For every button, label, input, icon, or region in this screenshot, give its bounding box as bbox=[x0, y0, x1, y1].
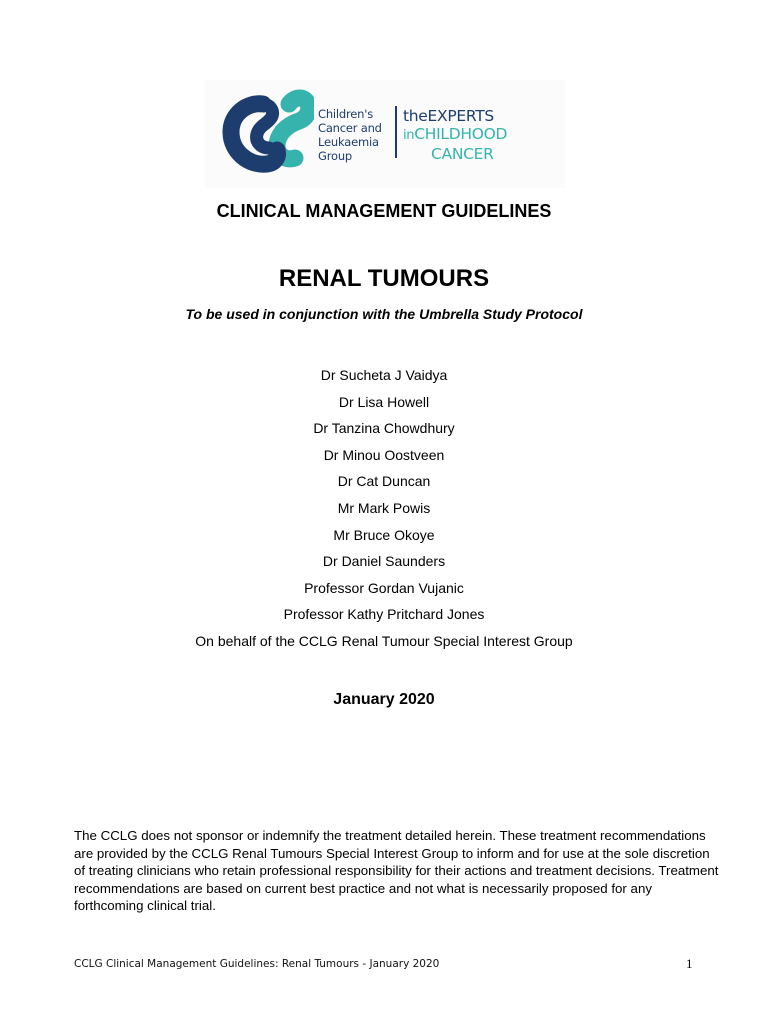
tagline-childhood: CHILDHOOD bbox=[414, 125, 508, 143]
author-item: On behalf of the CCLG Renal Tumour Special Interest Group bbox=[195, 632, 573, 649]
author-item: Mr Mark Powis bbox=[337, 499, 431, 516]
tagline-in: in bbox=[403, 128, 415, 143]
disclaimer-text: The CCLG does not sponsor or indemnify the treatment detailed herein. These treatment recommendations are provided by the CCLG Renal Tumours Special Interest Group to inform and for use at the sole discretion of treating clinicians who retain professional responsibility for their actions and treatment decisions. Treatment recommendations are based on current best practice and not what is necessarily proposed for any forthcoming clinical trial. bbox=[74, 828, 719, 914]
page-number: 1 bbox=[686, 956, 693, 971]
author-item: Professor Kathy Pritchard Jones bbox=[283, 606, 485, 623]
tagline-the: the bbox=[403, 107, 428, 125]
logo-organisation-name bbox=[318, 107, 398, 163]
cclg-logo-mark-icon bbox=[219, 88, 314, 173]
author-item: Dr Minou Oostveen bbox=[323, 446, 445, 463]
logo-org-line: Group bbox=[318, 149, 353, 163]
page-footer: CCLG Clinical Management Guidelines: Renal Tumours - January 2020 bbox=[74, 958, 440, 970]
author-item: Dr Tanzina Chowdhury bbox=[313, 420, 455, 437]
section-heading: CLINICAL MANAGEMENT GUIDELINES bbox=[216, 201, 552, 221]
author-item: Dr Cat Duncan bbox=[337, 473, 431, 490]
cclg-logo bbox=[205, 80, 565, 188]
author-item: Professor Gordan Vujanic bbox=[304, 579, 464, 596]
author-item: Mr Bruce Okoye bbox=[333, 526, 435, 543]
logo-org-line: Cancer and bbox=[318, 121, 382, 135]
author-list bbox=[0, 366, 768, 659]
author-item: Dr Lisa Howell bbox=[338, 393, 430, 410]
logo-org-line: Children's bbox=[318, 107, 374, 121]
logo-org-line: Leukaemia bbox=[318, 135, 379, 149]
document-date: January 2020 bbox=[333, 691, 435, 708]
logo-tagline bbox=[403, 107, 573, 163]
tagline-cancer: CANCER bbox=[431, 145, 494, 163]
author-item: Dr Sucheta J Vaidya bbox=[320, 367, 448, 383]
tagline-experts: EXPERTS bbox=[427, 107, 494, 125]
document-subtitle: To be used in conjunction with the Umbrella Study Protocol bbox=[185, 306, 583, 322]
document-title: RENAL TUMOURS bbox=[278, 265, 490, 292]
author-item: Dr Daniel Saunders bbox=[322, 553, 446, 570]
logo-divider bbox=[395, 106, 397, 158]
